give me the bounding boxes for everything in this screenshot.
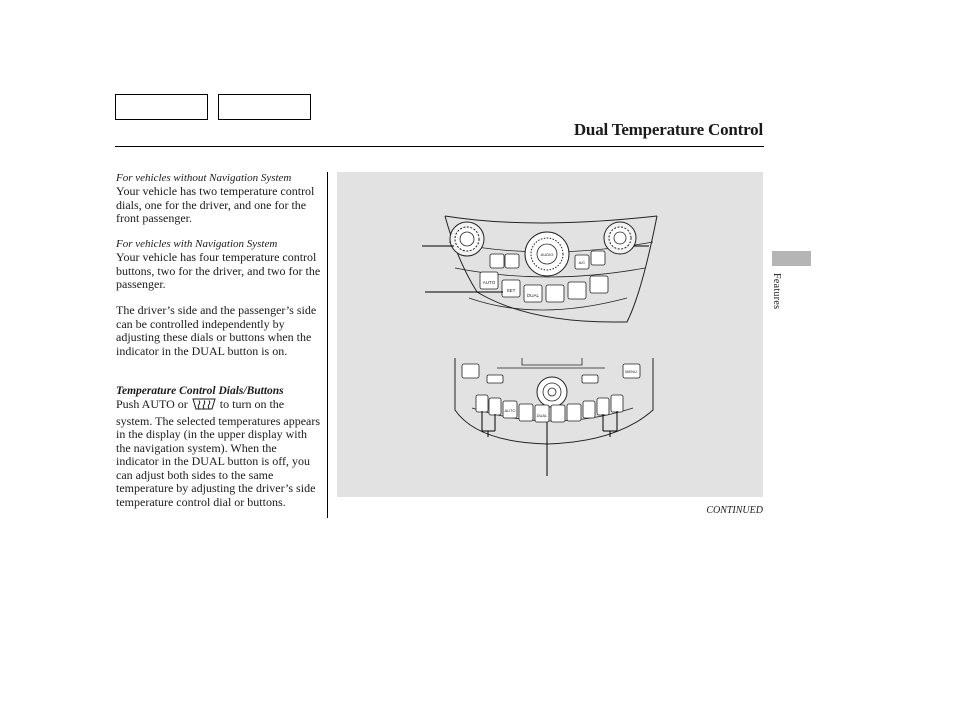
lower-dual-button: DUAL bbox=[536, 413, 548, 418]
upper-dual-button: DUAL bbox=[526, 293, 540, 298]
section-subheading: Temperature Control Dials/Buttons bbox=[116, 385, 284, 397]
column-rule bbox=[327, 172, 328, 518]
title-rule bbox=[115, 146, 764, 147]
page-title: Dual Temperature Control bbox=[573, 120, 763, 139]
lower-auto-button: AUTO bbox=[504, 408, 516, 413]
svg-text:A/C: A/C bbox=[578, 260, 586, 265]
caption-with-nav: For vehicles with Navigation System bbox=[116, 238, 278, 250]
paragraph-independent-control: The driver’s side and the passenger’s side can be controlled independently by adjusting these dials or buttons when the indicator in the DUAL button is on. bbox=[116, 303, 317, 358]
rear-defrost-icon bbox=[191, 397, 217, 415]
caption-without-nav: For vehicles without Navigation System bbox=[116, 172, 292, 184]
continued-label: CONTINUED bbox=[706, 505, 763, 516]
paragraph-without-nav: Your vehicle has two temperature control dials, one for the driver, and one for the front passenger. bbox=[116, 184, 315, 225]
section-side-label-text: Features bbox=[771, 273, 782, 310]
push-auto-text: Push AUTO or bbox=[116, 397, 188, 411]
push-auto-text-continued: to turn on the system. The selected temperatures appears in the display (in the upper display with the navigation system). When the indicator in the DUAL button is off, you can adjust both sides to the same temperature by adjusting the driver’s side temperature control dial or buttons. bbox=[116, 397, 321, 509]
svg-text:AUDIO: AUDIO bbox=[540, 252, 554, 257]
lower-menu-button: MENU bbox=[625, 369, 637, 374]
paragraph-push-auto bbox=[116, 397, 322, 509]
section-side-label bbox=[770, 273, 784, 319]
header-tab-box-right bbox=[218, 94, 311, 120]
lower-climate-panel-diagram bbox=[455, 358, 653, 476]
paragraph-with-nav: Your vehicle has four temperature control buttons, two for the driver, and two for the passenger. bbox=[116, 250, 321, 291]
upper-climate-panel-diagram bbox=[422, 216, 657, 322]
upper-set-button: SET bbox=[506, 288, 516, 293]
upper-auto-button: AUTO bbox=[482, 280, 496, 285]
section-side-tab bbox=[772, 251, 811, 266]
header-tab-box-left bbox=[115, 94, 208, 120]
climate-control-illustration bbox=[337, 172, 763, 497]
